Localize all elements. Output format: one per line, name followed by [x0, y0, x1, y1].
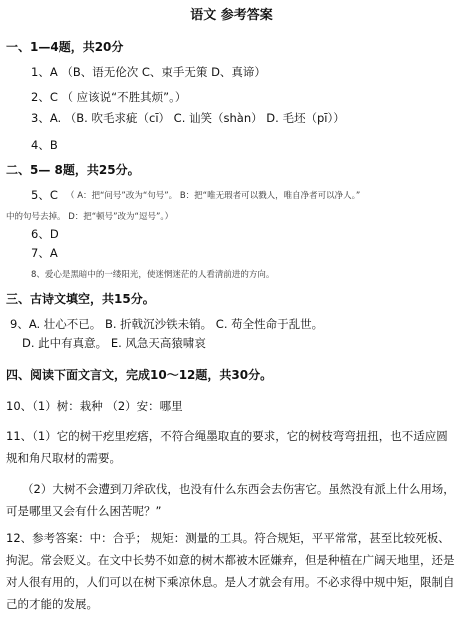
answer-q3: 3、A. （B. 吹毛求疵（cī） C. 讪笑（shàn） D. 毛坯（pī）） — [31, 111, 345, 125]
section-4-heading: 四、阅读下面文言文，完成10～12题，共30分。 — [6, 368, 273, 382]
section-1-heading: 一、1—4题，共20分 — [6, 40, 124, 54]
answer-q10: 10、（1）树：栽种 （2）安：哪里 — [6, 399, 183, 413]
section-3-heading: 三、古诗文填空，共15分。 — [6, 292, 155, 306]
answer-q1: 1、A （B、语无伦次 C、束手无策 D、真谛） — [31, 65, 266, 79]
answer-q8: 8、爱心是黑暗中的一缕阳光，使迷惘迷茫的人看清前进的方向。 — [31, 270, 275, 280]
answer-q11-part2: （2）大树不会遭到刀斧砍伐，也没有什么东西会去伤害它。虽然没有派上什么用场，可是哪里又会有什么困苦呢？” — [6, 482, 455, 518]
answer-q12: 12、参考答案：中：合乎； 规矩：测量的工具。符合规矩，平平常常，甚至比较死板、拘泥。常会贬义。在文中长势不如意的树木都被木匠嫌弃，但是种植在广阔天地里，还是对人很有用的，人们可以在树下乘凉休息。是人才就会有用。不必求得中规中矩，限制自己的才能的发展。 — [6, 531, 455, 611]
answer-q2: 2、C （ 应该说“不胜其烦”。） — [31, 90, 187, 104]
answer-q5-note-line2: 中的句号去掉。 D：把“顿号”改为“逗号”。） — [6, 212, 174, 222]
section-2-heading: 二、5— 8题，共25分。 — [6, 163, 140, 177]
answer-q11-part1: 11、（1）它的树干疙里疙瘩，不符合绳墨取直的要求，它的树枝弯弯扭扭，也不适应圆规和角尺取材的需要。 — [6, 429, 448, 465]
answer-q5-note-line1: （ A：把“问号”改为“句号”。 B：把“唯无瑕者可以戮人，唯自净者可以净人。” — [66, 191, 361, 201]
answer-q9-line2: D. 此中有真意。 E. 风急天高猿啸哀 — [22, 336, 206, 350]
answer-q4: 4、B — [31, 138, 58, 152]
answer-q9-line1: 9、A. 壮心不已。 B. 折戟沉沙铁未销。 C. 苟全性命于乱世。 — [10, 317, 324, 331]
answer-q6: 6、D — [31, 227, 59, 241]
answer-q5-number: 5、C — [31, 188, 58, 202]
page-title: 语文 参考答案 — [190, 8, 273, 23]
answer-q7: 7、A — [31, 246, 58, 260]
